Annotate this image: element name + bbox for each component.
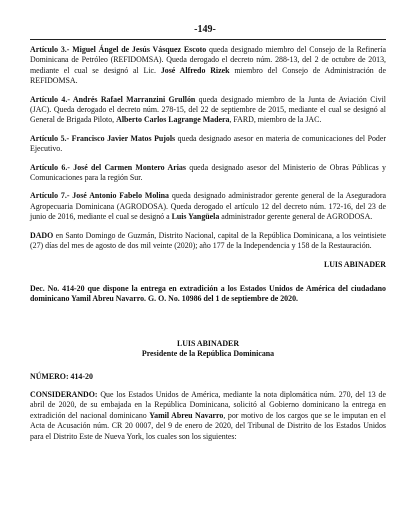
article-7-named-person: Luis Yangüela [171, 212, 220, 222]
article-4 [30, 95, 386, 126]
document-body [30, 45, 386, 450]
article-6-label: Artículo 6.- José del Carmen Montero Arias [30, 162, 186, 172]
dado-text: en Santo Domingo de Guzmán, Distrito Nacional, capital de la República Dominicana, a los veintisiete (27) días del mes de agosto de dos mil veinte (2020); año 177 de la Independencia y 158 de la Restauración. [30, 230, 386, 251]
article-6-text-1: queda designado asesor del Ministerio de Obras Públicas y Comunicaciones para la región Sur. [30, 162, 386, 183]
decree-number: NÚMERO: 414-20 [30, 371, 93, 381]
article-5-label: Artículo 5.- Francisco Javier Matos Pujols [30, 133, 176, 143]
considerando-paragraph [30, 390, 386, 442]
article-4-label: Artículo 4.- Andrés Rafael Marranzini Grullón [30, 94, 196, 104]
page-number: -149- [194, 24, 216, 35]
article-4-named-person: Alberto Carlos Lagrange Madera [116, 115, 230, 125]
considerando-text-1: Que los Estados Unidos de América, mediante la nota diplomática núm. 270, del 13 de abril de 2020, de su embajada en la República Dominicana, solicitó al Gobierno dominicano la entrega en extradición del nacional dominicano [30, 389, 386, 420]
article-3-label: Artículo 3.- Miguel Ángel de Jesús Vásquez Escoto [30, 45, 207, 54]
considerando-named-person: Yamil Abreu Navarro [149, 410, 224, 420]
article-7-text-1: queda designado administrador gerente general de la Aseguradora Agropecuaria Dominicana (AGRODOSA). Queda derogado el artículo 12 del decreto núm. 172-16, del 23 de junio de 2016, mediante el cual se designó a [30, 191, 386, 222]
article-3 [30, 45, 386, 87]
article-7 [30, 191, 386, 222]
article-3-named-person: José Alfredo Rizek [160, 65, 230, 75]
article-3-text-1: queda designado miembro del Consejo de la Refinería Dominicana de Petróleo (REFIDOMSA). Queda derogado el decreto núm. 288-13, del 2 de octubre de 2013, mediante el cual se designó al Lic. [30, 45, 386, 75]
signature: LUIS ABINADER [323, 259, 386, 269]
considerando-label: CONSIDERANDO: [30, 389, 98, 399]
article-5-text-1: queda designado asesor en materia de comunicaciones del Poder Ejecutivo. [30, 133, 386, 154]
decree-title: Dec. No. 414-20 que dispone la entrega en extradición a los Estados Unidos de América del ciudadano dominicano Yamil Abreu Navarro. G. O. No. 10986 del 1 de septiembre de 2020. [30, 283, 386, 304]
considerando-text-2: , por motivo de los cargos que se le imputan en el Acta de Acusación núm. CR 20 0007, del 9 de enero de 2020, del Tribunal de Distrito de los Estados Unidos para el Distrito Este de Nueva York, los cuales son los siguientes: [30, 410, 386, 441]
dado-label: DADO [30, 230, 54, 240]
article-6 [30, 163, 386, 184]
article-4-text-1: queda designado miembro de la Junta de Aviación Civil (JAC). Queda derogado el decreto núm. 278-15, del 22 de septiembre de 2015, mediante el cual se designó al General de Brigada Piloto, [30, 94, 386, 125]
article-3-text-2: miembro del Consejo de Administración de REFIDOMSA. [30, 65, 386, 86]
header-rule [30, 39, 386, 40]
president-title: Presidente de la República Dominicana [141, 349, 275, 359]
article-7-label: Artículo 7.- José Antonio Fabelo Molina [30, 191, 170, 201]
article-4-text-2: , FARD, miembro de la JAC. [229, 115, 322, 125]
president-name: LUIS ABINADER [176, 338, 240, 348]
article-5 [30, 134, 386, 155]
dado-paragraph [30, 231, 386, 252]
article-7-text-2: administrador gerente general de AGRODOSA. [219, 212, 373, 222]
